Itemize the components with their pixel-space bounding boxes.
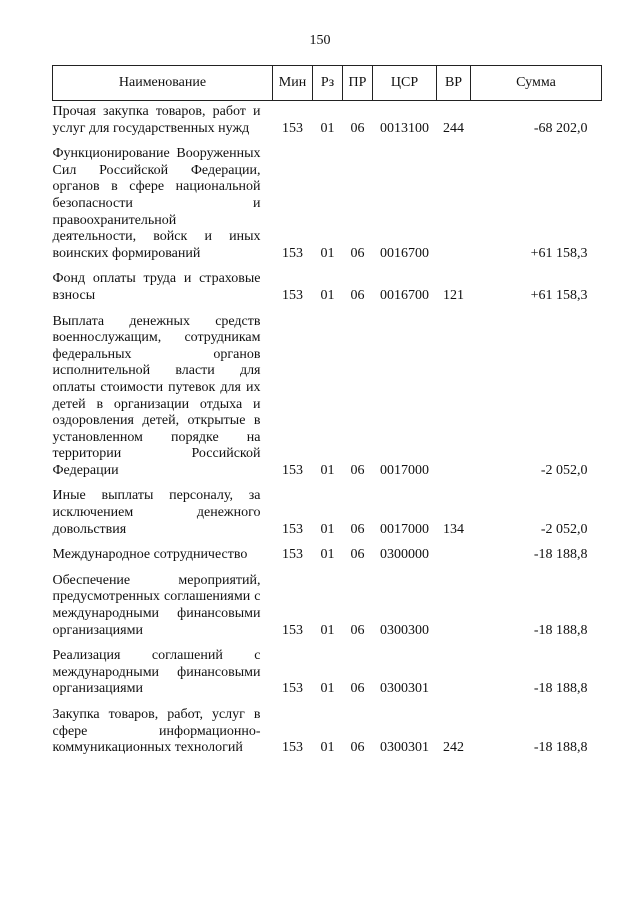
row-pr: 06 — [350, 622, 365, 638]
row-csr: 0016700 — [380, 287, 429, 303]
header-rz: Рз — [313, 66, 343, 101]
row-vr — [437, 573, 471, 648]
row-csr: 0017000 — [380, 521, 429, 537]
row-vr: 121 — [443, 287, 464, 303]
table-row — [53, 648, 602, 707]
row-vr — [437, 547, 471, 573]
header-min: Мин — [273, 66, 313, 101]
table-row — [53, 271, 602, 313]
row-pr: 06 — [350, 521, 365, 537]
row-sum: -2 052,0 — [540, 462, 588, 478]
row-rz: 01 — [320, 547, 335, 563]
row-min: 153 — [282, 740, 303, 756]
row-name: Выплата денежных средств военнослужащим, сотрудникам федеральных органов исполнительной власти для оплаты стоимости путевок для их детей в организации отдыха и оздоровления детей, открытые в установленном порядке на территории Российской Федерации — [52, 313, 261, 478]
header-name: Наименование — [53, 66, 273, 101]
row-rz: 01 — [320, 681, 335, 697]
table-row — [53, 573, 602, 648]
row-pr: 06 — [350, 287, 365, 303]
row-pr: 06 — [350, 462, 365, 478]
header-sum: Сумма — [471, 66, 602, 101]
table-row — [53, 146, 602, 271]
row-name: Прочая закупка товаров, работ и услуг для государственных нужд — [52, 104, 261, 136]
row-sum: -18 188,8 — [533, 622, 588, 638]
table-row — [53, 314, 602, 489]
row-rz: 01 — [320, 120, 335, 136]
row-rz: 01 — [320, 740, 335, 756]
budget-table — [52, 65, 602, 766]
row-pr: 06 — [350, 740, 365, 756]
table-row — [53, 707, 602, 766]
row-sum: -2 052,0 — [540, 521, 588, 537]
row-pr: 06 — [350, 547, 365, 563]
row-vr — [437, 146, 471, 271]
row-csr: 0013100 — [380, 120, 429, 136]
row-min: 153 — [282, 287, 303, 303]
table-row — [53, 547, 602, 573]
row-csr: 0300000 — [380, 547, 429, 563]
row-vr: 244 — [443, 120, 464, 136]
row-pr: 06 — [350, 120, 365, 136]
row-vr — [437, 314, 471, 489]
header-pr: ПР — [343, 66, 373, 101]
row-csr: 0016700 — [380, 245, 429, 261]
row-vr: 134 — [443, 521, 464, 537]
row-rz: 01 — [320, 245, 335, 261]
row-name: Международное сотрудничество — [52, 547, 248, 563]
header-csr: ЦСР — [373, 66, 437, 101]
page-number: 150 — [309, 33, 331, 48]
row-rz: 01 — [320, 462, 335, 478]
row-vr — [437, 648, 471, 707]
row-name: Функционирование Вооруженных Сил Российской Федерации, органов в сфере национальной безопасности и правоохранительной деятельности, войск и иных воинских формирований — [52, 146, 261, 261]
row-min: 153 — [282, 547, 303, 563]
row-rz: 01 — [320, 622, 335, 638]
row-min: 153 — [282, 245, 303, 261]
header-vr: ВР — [437, 66, 471, 101]
row-csr: 0300300 — [380, 622, 429, 638]
row-min: 153 — [282, 521, 303, 537]
row-sum: +61 158,3 — [530, 287, 588, 303]
row-csr: 0017000 — [380, 462, 429, 478]
row-name: Реализация соглашений с международными финансовыми организациями — [52, 648, 261, 697]
row-pr: 06 — [350, 681, 365, 697]
row-name: Фонд оплаты труда и страховые взносы — [52, 271, 261, 303]
row-rz: 01 — [320, 287, 335, 303]
row-vr: 242 — [443, 740, 464, 756]
row-name: Иные выплаты персоналу, за исключением денежного довольствия — [52, 488, 261, 537]
row-sum: -18 188,8 — [533, 740, 588, 756]
table-header — [53, 66, 602, 101]
row-csr: 0300301 — [380, 681, 429, 697]
row-sum: -18 188,8 — [533, 681, 588, 697]
row-name: Обеспечение мероприятий, предусмотренных соглашениями с международными финансовыми организациями — [52, 572, 261, 638]
table-row — [53, 101, 602, 147]
row-sum: -18 188,8 — [533, 547, 588, 563]
row-sum: -68 202,0 — [533, 120, 588, 136]
table-row — [53, 488, 602, 547]
row-pr: 06 — [350, 245, 365, 261]
row-min: 153 — [282, 120, 303, 136]
row-csr: 0300301 — [380, 740, 429, 756]
row-min: 153 — [282, 622, 303, 638]
row-name: Закупка товаров, работ, услуг в сфере информационно-коммуникационных технологий — [52, 707, 261, 756]
row-rz: 01 — [320, 521, 335, 537]
row-min: 153 — [282, 681, 303, 697]
row-sum: +61 158,3 — [530, 245, 588, 261]
row-min: 153 — [282, 462, 303, 478]
